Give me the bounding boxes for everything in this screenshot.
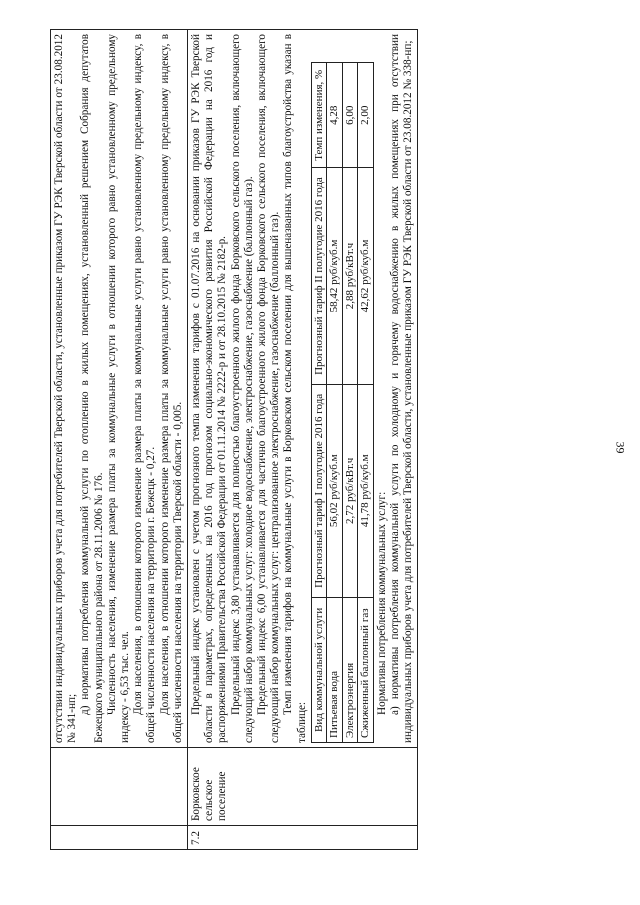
table-row (327, 63, 343, 743)
paragraph: Доля населения, в отношении которого изменение размера платы за коммунальные услуги равно установленному предельному индексу, в общей численности населения на территории г. Бежецк - 0,27. (132, 34, 158, 743)
page-number: 39 (613, 441, 628, 454)
table-cell: Сжиженный баллонный газ (358, 597, 374, 742)
table-row (188, 30, 418, 850)
table-header-row (311, 63, 327, 743)
column-header: Вид коммунальной услуги (311, 597, 327, 742)
paragraph: Нормативы потребления коммунальных услуг: (375, 491, 388, 715)
table-row (342, 63, 358, 743)
cell-text (188, 30, 418, 748)
table-cell: Питьевая вода (327, 597, 343, 742)
rotated-page (50, 30, 590, 850)
cell-number: 7.2 (188, 826, 418, 850)
paragraph: Предельный индекс 6,00 устанавливается для частично благоустроенного жилого фонда Борковского сельского поселения, включающего следующий набор коммунальных услуг: централизованное электроснабжение, газоснабжение (баллонный газ). (256, 34, 282, 743)
column-header: Прогнозный тариф II полугодие 2016 года (311, 168, 327, 385)
paragraph: Доля населения, в отношении которого изменение размера платы за коммунальные услуги равно установленному предельному индексу, в общей численности населения на территории Тверской области - 0,005. (158, 34, 184, 743)
table-row (51, 30, 188, 850)
table-cell: 58,42 руб/куб.м (327, 168, 343, 385)
column-header: Темп изменения, % (311, 63, 327, 168)
table-cell: 2,72 руб/кВт.ч (342, 384, 358, 597)
table-cell: 56,02 руб/куб.м (327, 384, 343, 597)
table-cell: 6,00 (342, 63, 358, 168)
table-cell: 2,00 (358, 63, 374, 168)
paragraph: а) нормативы потребления коммунальной услуги по холодному и горячему водоснабжению в жилых помещениях при отсутствии индивидуальных приборов учета для потребителей Тверской области, установленные приказом ГУ РЭК Тверской области от 23.08.2012 № 338-нп; (389, 34, 415, 743)
cell-name: Борковское сельское поселение (188, 748, 418, 826)
table-cell: 2,88 руб/кВт.ч (342, 168, 358, 385)
table-cell: 41,78 руб/куб.м (358, 384, 374, 597)
column-header: Прогнозный тариф I полугодие 2016 года (311, 384, 327, 597)
paragraph: Предельный индекс установлен с учетом прогнозного темпа изменения тарифов с 01.07.2016 на основании приказов ГУ РЭК Тверской области в параметрах, определенных на 2016 год прогнозом социально-экономического развития Российской Федерации на 2016 год и распоряжениями Правительства Российской Федерации от 01.11.2014 № 2222-р и от 28.10.2015 № 2182-р. (190, 34, 229, 743)
table-row (358, 63, 374, 743)
paragraph: Темп изменения тарифов на коммунальные услуги в Борковском сельском поселении для вышеназванных типов благоустройства указан в таблице: (282, 34, 308, 743)
paragraph: отсутствии индивидуальных приборов учета для потребителей Тверской области, установленные приказом ГУ РЭК Тверской области от 23.08.2012 № 341-нп; (53, 34, 79, 743)
paragraph: д) нормативы потребления коммунальной услуги по отоплению в жилых помещениях, установленный решением Собрания депутатов Бежецкого муниципального района от 28.11.2006 № 176. (79, 34, 105, 743)
paragraph: Предельный индекс 3,80 устанавливается для полностью благоустроенного жилого фонда Борковского сельского поселения, включающего следующий набор коммунальных услуг: холодное водоснабжение, электроснабжение, газоснабжение (баллонный газ). (229, 34, 255, 743)
cell-name (51, 748, 188, 826)
table-cell: 4,28 (327, 63, 343, 168)
tariff-table (311, 62, 374, 743)
table-cell: 42,62 руб/куб.м (358, 168, 374, 385)
document-table (50, 29, 418, 850)
table-cell: Электроэнергия (342, 597, 358, 742)
paragraph: Численность населения, изменение размера платы за коммунальные услуги в отношении которого равно установленному предельному индексу - 6,53 тыс. чел. (105, 34, 132, 743)
cell-number (51, 826, 188, 850)
cell-text (51, 30, 188, 748)
